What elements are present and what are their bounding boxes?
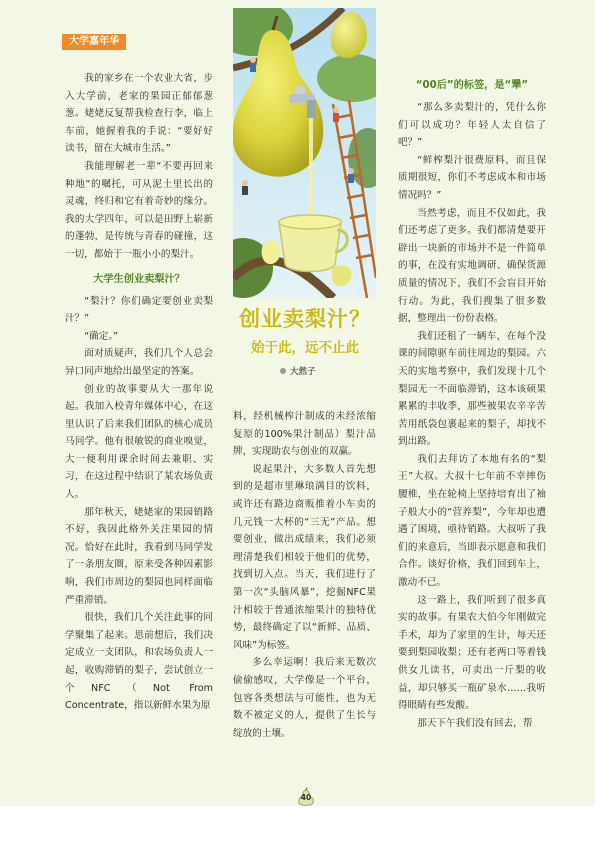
page-number-text: 40 <box>300 793 312 802</box>
section-heading: “00后”的标签，是“犟” <box>415 80 529 91</box>
section-tag: 大学嘉年华 <box>62 34 126 50</box>
page-number <box>296 787 316 807</box>
paragraph: 料，经机械榨汁制成的未经浓缩复原的100%果汁制品）梨汁品牌，实现助农与创业的双赢。 <box>233 411 376 458</box>
paragraph: “确定。” <box>84 330 119 342</box>
paragraph: 我的家乡在一个农业大省，步入大学前，老家的果园正郁郁葱葱。姥姥反复帮我检查行李，临上车前，她握着我的手说：“要好好读书，留在大城市生活。” <box>65 73 213 155</box>
paragraph: 说起果汁，大多数人首先想到的是超市里琳琅满目的饮料，或许还有路边商贩推着小车卖的几元钱一大杯的“三无”产品。想要创业，做出成绩来，我们必须理清楚我们相较于他们的优势，找到切入点。当天，我们进行了第一次“头脑风暴”，挖掘NFC果汁相较于普通浓缩果汁的独特优势，最终确定了以“新鲜、品质、风味”为标签。 <box>233 463 376 651</box>
article-subtitle: 始于此，远不止此 <box>251 340 359 356</box>
paragraph: 面对质疑声，我们几个人总会异口同声地给出最坚定的答案。 <box>65 348 213 377</box>
author-name: 大然子 <box>290 367 316 377</box>
article-title: 创业卖梨汁？ <box>239 307 371 331</box>
paragraph: 我能理解老一辈“不要再回来种地”的嘱托，可从泥土里长出的灵魂，终归和它有着奇妙的缘分。我的大学四年，可以是田野上崭新的蓬勃，是传统与青春的碰撞，这一切，都始于一瓶小小的梨汁。 <box>65 160 213 260</box>
paragraph: “鲜榨梨汁很费原料，而且保质期很短，你们不考虑成本和市场情况吗？” <box>398 154 546 201</box>
hero-illustration <box>233 8 376 298</box>
section-heading: 大学生创业卖梨汁？ <box>93 273 185 285</box>
paragraph: 当然考虑，而且不仅如此，我们还考虑了更多。我们都清楚要开辟出一块新的市场并不是一件简单的事，在没有实地调研、确保货源质量的情况下，我们不会盲目开始行动。为此，我们搜集了很多数据，整理出一份份表格。 <box>398 207 546 325</box>
left-column <box>65 70 213 715</box>
paragraph: “那么多卖梨汁的，凭什么你们可以成功？年轻人太自信了吧？” <box>398 102 546 149</box>
paragraph: 那天下午我们没有回去，帮 <box>417 717 533 729</box>
right-column <box>398 78 546 732</box>
paragraph: 多么幸运啊！我后来无数次偷偷感叹，大学像是一个平台，包容各类想法与可能性，也为无数不被定义的人，提供了生长与绽放的土壤。 <box>233 657 376 739</box>
paragraph: 我们还租了一辆车，在每个没课的间隙驱车前往周边的梨园。六天的实地考察中，我们发现十几个梨园无一不面临滞销，这本该硕果累累的丰收季，那些被果农辛辛苦苦用纸袋包裹起来的梨子，却找不到出路。 <box>398 330 546 448</box>
middle-column <box>233 408 376 742</box>
paragraph: 我们去拜访了本地有名的“梨王”大叔。大叔十七年前不幸摔伤腰椎，坐在轮椅上坚持培育出了袖子般大小的“营养梨”，今年却也遭遇了困境，亟待销路。大叔听了我们的来意后，当即表示愿意和我们合作。谈好价格，我们回到车上，激动不已。 <box>398 453 546 589</box>
paragraph: “梨汁？你们确定要创业卖梨汁？” <box>65 295 213 325</box>
paragraph: 创业的故事要从大一那年说起。我加入校青年媒体中心，在这里认识了后来我们团队的核心成员马同学。他有很敏锐的商业嗅觉，大一便利用课余时间去兼职、实习，在这过程中结识了某农场负责人。 <box>65 383 213 501</box>
paragraph: 那年秋天，姥姥家的果园销路不好，我因此格外关注果园的情况。恰好在此时，我看到马同学发了一条朋友圈，原来受各种因素影响，我们市周边的梨园也同样面临严重滞销。 <box>65 506 213 606</box>
author-byline <box>280 366 316 378</box>
paragraph: 这一路上，我们听到了很多真实的故事。有果农大伯今年刚做完手术，却为了家里的生计，每天还要到梨园收梨；还有老两口等着钱供女儿读书，可卖出一斤梨的收益，却只够买一瓶矿泉水……我听得眼睛有些发酸。 <box>398 594 546 712</box>
bullet-icon <box>280 368 286 374</box>
paragraph: 很快，我们几个关注此事的同学聚集了起来。思前想后，我们决定成立一支团队，和农场负责人一起，收购滞销的梨子，尝试创立一个NFC（Not From Concentrate，指以新鲜水果为原 <box>65 612 213 712</box>
